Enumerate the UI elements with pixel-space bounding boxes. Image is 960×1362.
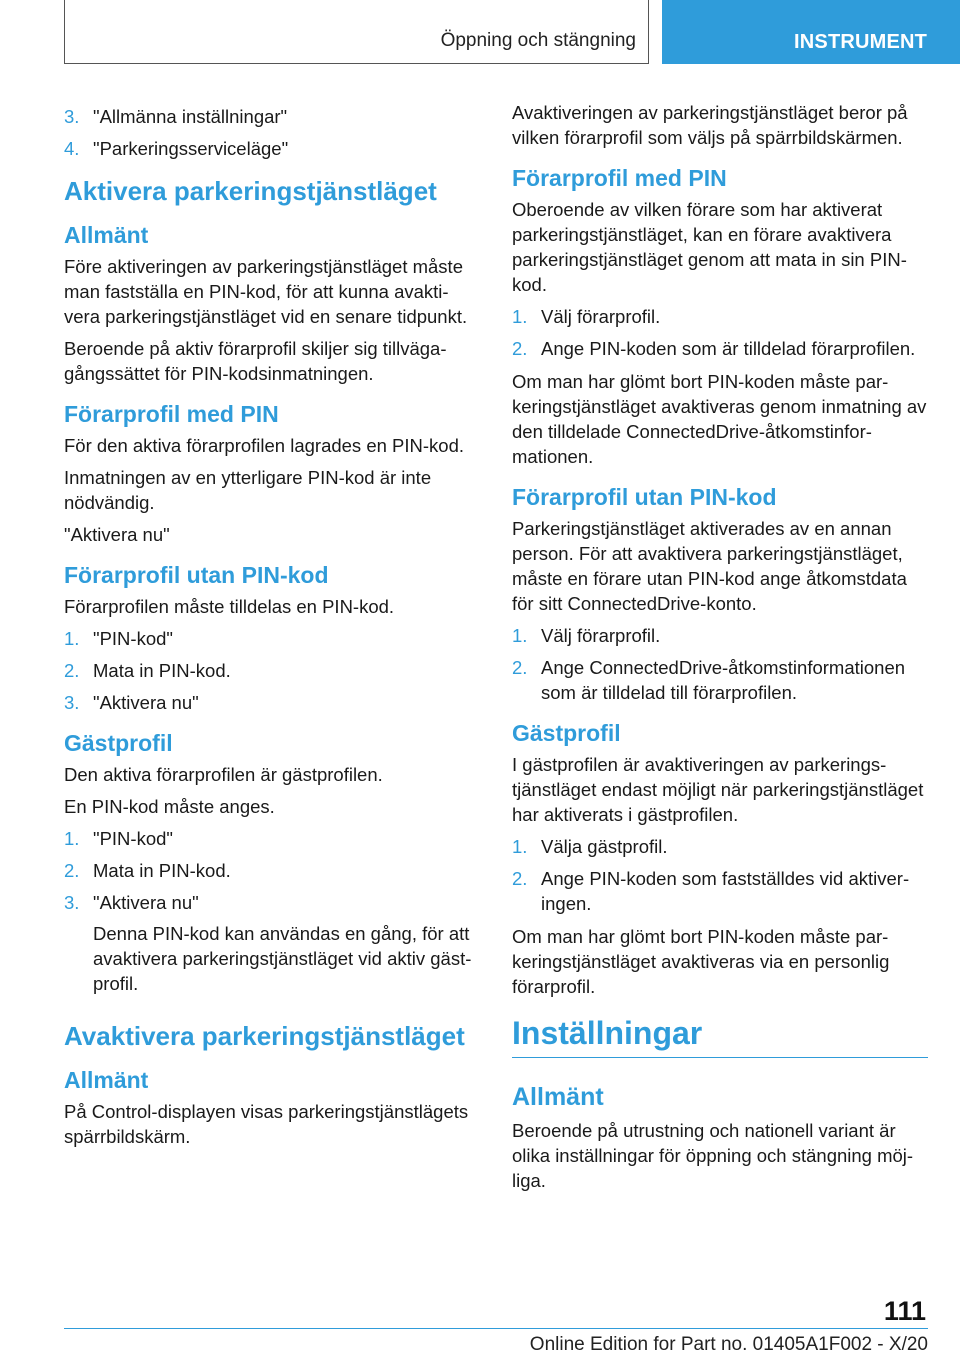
heading-settings: Inställningar [512, 1013, 928, 1058]
heading-guest-profile: Gästprofil [64, 730, 173, 756]
list-text: Mata in PIN-kod. [93, 860, 231, 881]
paragraph: Oberoende av vilken förare som har aktiverat parkeringstjänstläget, kan en förare avaktivera parkeringstjänstläget genom att mata in sin PIN-kod. [512, 199, 907, 295]
paragraph: Den aktiva förarprofilen är gästprofilen. [64, 764, 383, 785]
list-top [64, 104, 478, 161]
heading-activate: Aktivera parkeringstjänstläget [64, 176, 437, 206]
list-text: Mata in PIN-kod. [93, 660, 231, 681]
list-number: 2. [512, 868, 528, 889]
list-number: 2. [512, 657, 528, 678]
list-note: Denna PIN-kod kan användas en gång, för att avaktivera parkeringstjänstläget vid aktiv gästprofil. [93, 923, 472, 994]
list-number: 2. [512, 338, 528, 359]
page-header [0, 0, 960, 66]
list-item [64, 826, 478, 851]
list-number: 3. [64, 892, 80, 913]
heading-general: Allmänt [64, 222, 149, 248]
header-rule-bottom [64, 63, 649, 64]
paragraph: Om man har glömt bort PIN-koden måste parkeringstjänstläget avaktiveras via en personlig förarprofil. [512, 926, 890, 997]
heading-general: Allmänt [512, 1083, 604, 1111]
heading-general: Allmänt [64, 1067, 149, 1093]
list-number: 1. [512, 306, 528, 327]
list-item [64, 136, 478, 161]
list-number: 1. [64, 628, 80, 649]
list-number: 1. [512, 625, 528, 646]
heading-profile-without-pin: Förarprofil utan PIN-kod [64, 562, 329, 588]
list-text: Ange ConnectedDrive-åtkomstinformationen som är tilldelad till förarprofilen. [541, 657, 906, 703]
heading-guest-profile: Gästprofil [512, 720, 621, 746]
list-item [64, 626, 478, 651]
list-item [64, 690, 478, 715]
list-text: "Parkeringsserviceläge" [93, 138, 289, 159]
list-text: "Aktivera nu" [93, 692, 199, 713]
paragraph: Parkeringstjänstläget aktiverades av en annan person. För att avaktivera parkeringstjänstläget, måste en förare utan PIN-kod ange åtkomstdata för sitt ConnectedDrive-konto. [512, 518, 907, 614]
list-text: Välja gästprofil. [541, 836, 668, 857]
list-item [512, 623, 928, 648]
list-item [512, 834, 928, 859]
list-number: 1. [512, 836, 528, 857]
edition-line: Online Edition for Part no. 01405A1F002 - X/20 [529, 1334, 928, 1355]
list-text: Välj förarprofil. [541, 306, 661, 327]
list-text: "PIN-kod" [93, 628, 173, 649]
chapter-title: Öppning och stängning [440, 30, 636, 51]
heading-profile-with-pin: Förarprofil med PIN [512, 165, 727, 191]
paragraph: Beroende på utrustning och nationell variant är olika inställningar för öppning och stängning möjliga. [512, 1120, 914, 1191]
list-item [64, 890, 478, 996]
list-text: Välj förarprofil. [541, 625, 661, 646]
paragraph: Förarprofilen måste tilldelas en PIN-kod. [64, 596, 395, 617]
list-guest [64, 826, 478, 996]
paragraph: I gästprofilen är avaktiveringen av parkeringstjänstläget endast möjligt när parkeringstjänstläget har aktiverats i gästprofilen. [512, 754, 924, 825]
list-text: Ange PIN-koden som fastställdes vid aktiveringen. [541, 868, 910, 914]
list-item [64, 104, 478, 129]
heading-deactivate: Avaktivera parkeringstjänstläget [64, 1021, 465, 1051]
list-number: 2. [64, 860, 80, 881]
paragraph: En PIN-kod måste anges. [64, 796, 275, 817]
list-number: 1. [64, 828, 80, 849]
list-text: Ange PIN-koden som är tilldelad förarprofilen. [541, 338, 916, 359]
list-without-pin [64, 626, 478, 715]
list-number: 3. [64, 692, 80, 713]
paragraph: För den aktiva förarprofilen lagrades en PIN-kod. [64, 435, 465, 456]
list-item [64, 858, 478, 883]
paragraph: Före aktiveringen av parkeringstjänstläget måste man fastställa en PIN-kod, för att kunna avaktivera parkeringstjänstläget vid en senare tidpunkt. [64, 256, 468, 327]
section-tab: INSTRUMENT [662, 0, 960, 64]
heading-profile-with-pin: Förarprofil med PIN [64, 401, 279, 427]
list-item [512, 336, 928, 361]
list-with-pin [512, 304, 928, 361]
paragraph: På Control-displayen visas parkeringstjänstlägets spärrbildskärm. [64, 1101, 469, 1147]
paragraph: Beroende på aktiv förarprofil skiljer sig tillvägagångssättet för PIN-kodsinmatningen. [64, 338, 447, 384]
paragraph: Inmatningen av en ytterligare PIN-kod är inte nödvändig. [64, 467, 432, 513]
list-item [512, 655, 928, 705]
list-without-pin [512, 623, 928, 705]
list-item [64, 658, 478, 683]
list-item [512, 866, 928, 916]
list-text: "Aktivera nu" [93, 892, 199, 913]
list-text: "PIN-kod" [93, 828, 173, 849]
header-rule-mid [648, 0, 649, 64]
paragraph: "Aktivera nu" [64, 524, 170, 545]
list-number: 2. [64, 660, 80, 681]
paragraph: Om man har glömt bort PIN-koden måste parkeringstjänstläget avaktiveras genom inmatning av den tilldelade ConnectedDrive-åtkomstinformationen. [512, 371, 927, 467]
right-column [512, 100, 928, 1200]
list-number: 3. [64, 106, 80, 127]
heading-profile-without-pin: Förarprofil utan PIN-kod [512, 484, 777, 510]
list-number: 4. [64, 138, 80, 159]
page-number: 111 [883, 1296, 926, 1326]
left-column [64, 100, 478, 1156]
list-guest [512, 834, 928, 916]
list-item [512, 304, 928, 329]
paragraph: Avaktiveringen av parkeringstjänstläget beror på vilken förarprofil som väljs på spärrbildskärmen. [512, 102, 908, 148]
footer-rule [64, 1328, 928, 1329]
list-text: "Allmänna inställningar" [93, 106, 288, 127]
